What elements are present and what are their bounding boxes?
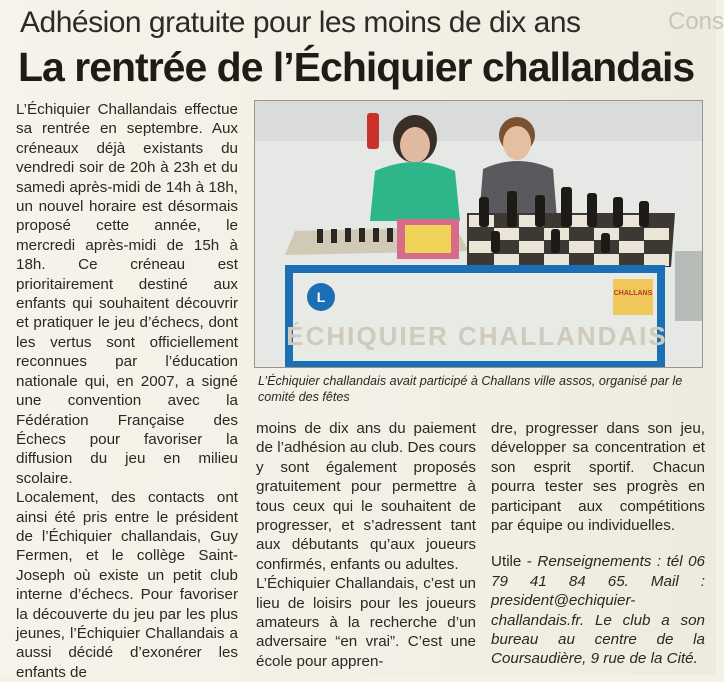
paragraph-leisure: L’Échiquier Challandais, c’est un lieu de loisirs pour les joueurs amateurs à la recherche d’un adversaire “en vrai”. C’est une école pour appren- (256, 575, 476, 670)
paragraph-intro: L’Échiquier Challandais effectue sa rentrée en septembre. Aux créneaux déjà existants du vendredi soir de 20h à 23h et du samedi après-midi de 14h à 18h, un nouvel horaire est désormais proposé cette année, le mercredi après-midi de 15h à 18h. Ce créneau est prioritairement destiné aux enfants qui souhaitent découvrir et pratiquer le jeu d’échecs, dont les vertus sont officiellement reconnues par l’éducation nationale qui, en 2007, a signé une convention avec la Fédération Française des Échecs pour favoriser la diffusion du jeu en milieu scolaire. (16, 101, 238, 487)
paragraph-progress: dre, progresser dans son jeu, développer sa concentration et son esprit sportif. Chacun pourra tester ses progrès en participant aux compétitions par équipe ou individuelles. (491, 420, 705, 535)
photo-caption: L’Échiquier challandais avait participé à Challans ville assos, organisé par le comité des fêtes (258, 374, 683, 404)
article-headline: La rentrée de l’Échiquier challandais (18, 44, 695, 90)
useful-label: Utile - (491, 553, 538, 571)
article-column-1 (16, 100, 238, 682)
player-right-jacket (479, 161, 557, 219)
fire-extinguisher (367, 113, 379, 149)
article-column-3 (491, 419, 705, 669)
paragraph-useful-info (491, 552, 705, 668)
contact-info: Renseignements : tél 06 79 41 84 65. Mail : president@echiquier-challandais.fr. (491, 553, 705, 629)
player-left-shirt (370, 162, 460, 221)
player-left-face (400, 127, 430, 163)
chess-club-photo-illustration (255, 101, 702, 367)
event-sign-text: CHALLANS (613, 290, 653, 297)
event-sign (613, 279, 653, 315)
paragraph-local-contacts: Localement, des contacts ont ainsi été pris entre le président de l’Échiquier challandais, Guy Fermen, et le collège Saint-Joseph où existe un petit club interne d’échecs. Pour favoriser la découverte du jeu par les plus jeunes, l’Échiquier Challandais a aussi décidé d’exonérer les enfants de (16, 489, 238, 681)
player-right-face (503, 126, 531, 160)
paragraph-free-membership: moins de dix ans du paiement de l’adhésion au club. Des cours y sont également proposés gratuitement pour permettre à tous ceux qui le souhaitent de progresser, et s’adressent tant aux débutants qu’aux joueurs confirmés, enfants ou adultes. (256, 420, 476, 573)
article-kicker: Adhésion gratuite pour les moins de dix ans (20, 6, 581, 39)
article-photo (254, 100, 703, 368)
club-address: Le club a son bureau au centre de la Coursaudière, 9 rue de la Cité. (491, 611, 705, 668)
article-column-2 (256, 419, 476, 671)
svg-text:L: L (316, 289, 326, 305)
adjacent-article-fragment: Cons (668, 8, 724, 35)
banner-text: ÉCHIQUIER CHALLANDAIS (286, 321, 668, 351)
